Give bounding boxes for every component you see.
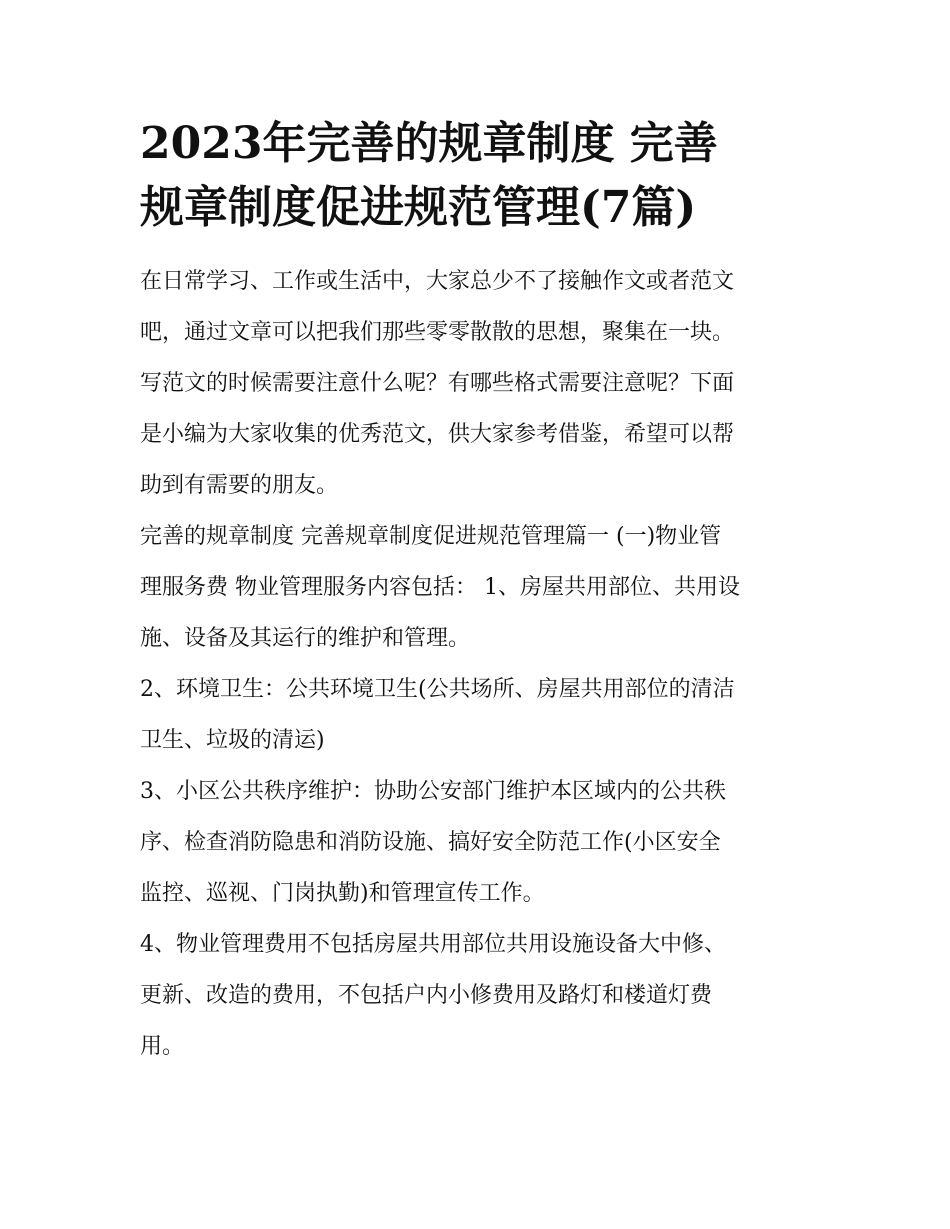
paragraph-line: 用。 <box>140 1034 185 1059</box>
paragraph-line: 卫生、垃圾的清运) <box>140 728 325 753</box>
paragraph-line: 完善的规章制度 完善规章制度促进规范管理篇一 (一)物业管 <box>140 524 722 549</box>
paragraph-line: 是小编为大家收集的优秀范文，供大家参考借鉴，希望可以帮 <box>140 422 735 447</box>
paragraph-item-4 <box>140 919 812 1072</box>
paragraph-line: 序、检查消防隐患和消防设施、搞好安全防范工作(小区安全 <box>140 830 721 855</box>
paragraph-line: 监控、巡视、门岗执勤)和管理宣传工作。 <box>140 881 545 906</box>
paragraph-line: 更新、改造的费用，不包括户内小修费用及路灯和楼道灯费 <box>140 983 713 1008</box>
paragraph-line: 4、物业管理费用不包括房屋共用部位共用设施设备大中修、 <box>140 932 726 957</box>
document-page <box>140 112 812 1072</box>
paragraph-line: 助到有需要的朋友。 <box>140 473 339 498</box>
paragraph-line: 写范文的时候需要注意什么呢？有哪些格式需要注意呢？下面 <box>140 371 735 396</box>
paragraph-line: 3、小区公共秩序维护：协助公安部门维护本区域内的公共秩 <box>140 779 726 804</box>
paragraph-line: 在日常学习、工作或生活中，大家总少不了接触作文或者范文 <box>140 269 735 294</box>
paragraph-line: 2、环境卫生：公共环境卫生(公共场所、房屋共用部位的清洁 <box>140 677 735 702</box>
paragraph-section-1 <box>140 511 812 664</box>
paragraph-intro <box>140 256 812 511</box>
paragraph-line: 理服务费 物业管理服务内容包括： 1、房屋共用部位、共用设 <box>140 575 740 600</box>
title-line-2: 规章制度促进规范管理(7篇) <box>140 182 697 233</box>
paragraph-line: 施、设备及其运行的维护和管理。 <box>140 626 471 651</box>
paragraph-item-2 <box>140 664 812 766</box>
paragraph-item-3 <box>140 766 812 919</box>
title-line-1: 2023年完善的规章制度 完善 <box>140 118 718 169</box>
paragraph-line: 吧，通过文章可以把我们那些零零散散的思想，聚集在一块。 <box>140 320 735 345</box>
document-title <box>140 112 812 240</box>
